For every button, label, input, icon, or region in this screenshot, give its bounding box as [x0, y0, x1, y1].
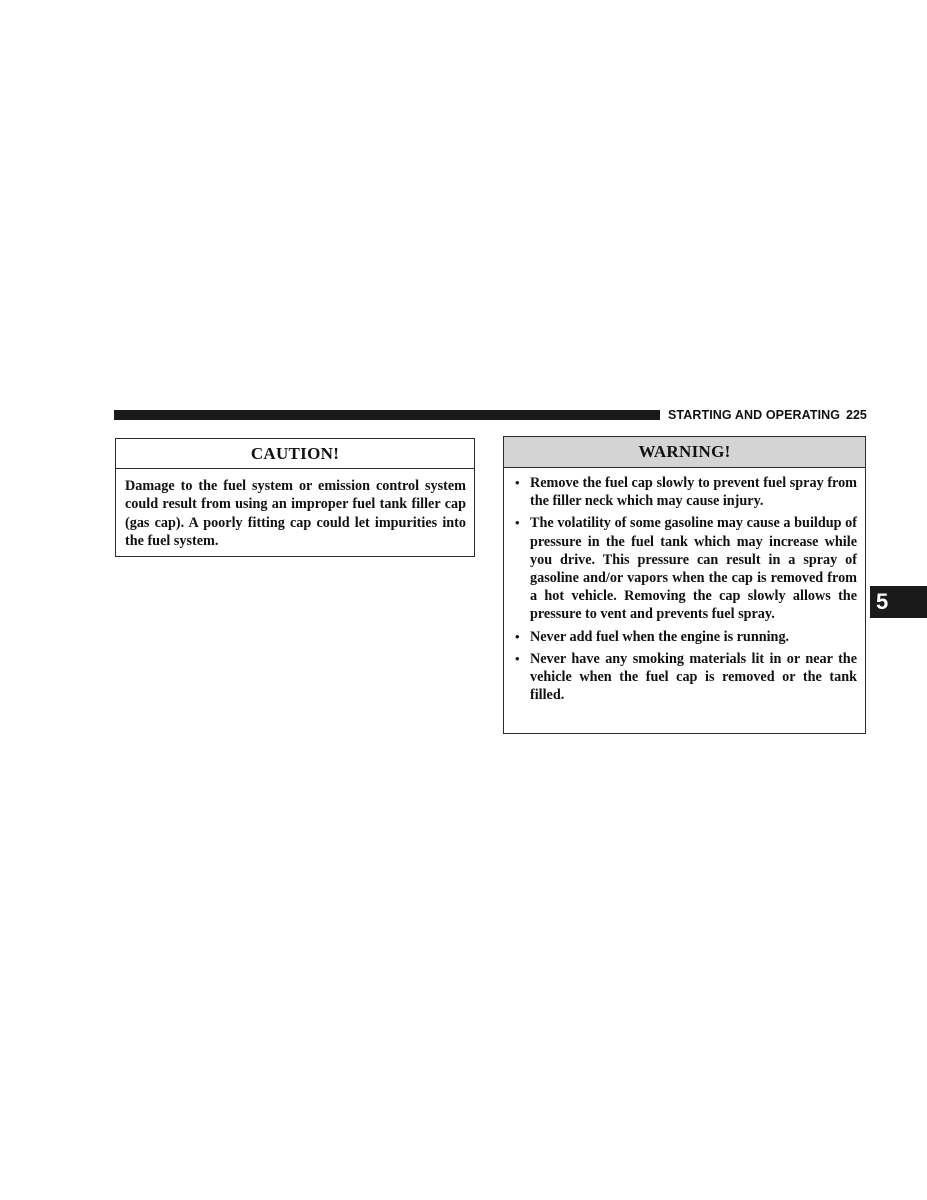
page-number: 225 [846, 408, 867, 422]
header-rule [114, 410, 660, 420]
bullet-icon: • [515, 475, 520, 490]
bullet-icon: • [515, 628, 520, 644]
warning-item-text: The volatility of some gasoline may cause a buildup of pressure in the fuel tank which may increase while you drive. This pressure can result in a spray of gasoline and/or vapors when the cap is removed from a hot vehicle. Removing the cap slowly allows the pressure to vent and prevents fuel spray. [530, 515, 857, 623]
warning-item-4 [514, 650, 857, 705]
warning-list [514, 474, 857, 704]
warning-item-3 [514, 628, 857, 646]
bullet-icon: • [515, 515, 520, 531]
warning-title: WARNING! [504, 437, 865, 468]
warning-item-text: Remove the fuel cap slowly to prevent fuel spray from the filler neck which may cause injury. [530, 475, 857, 510]
warning-item-2 [514, 514, 857, 623]
caution-text: Damage to the fuel system or emission control system could result from using an improper fuel tank filler cap (gas cap). A poorly fitting cap could let impurities into the fuel system. [125, 478, 466, 549]
caution-box [115, 438, 475, 557]
caution-title: CAUTION! [116, 439, 474, 469]
warning-item-1 [514, 474, 857, 510]
chapter-tab: 5 [870, 586, 927, 618]
running-header-section-title: STARTING AND OPERATING [668, 408, 841, 422]
warning-box [503, 436, 866, 734]
warning-item-text: Never add fuel when the engine is running. [530, 628, 790, 645]
warning-item-text: Never have any smoking materials lit in or near the vehicle when the fuel cap is removed or the tank filled. [530, 650, 857, 704]
bullet-icon: • [515, 650, 520, 666]
